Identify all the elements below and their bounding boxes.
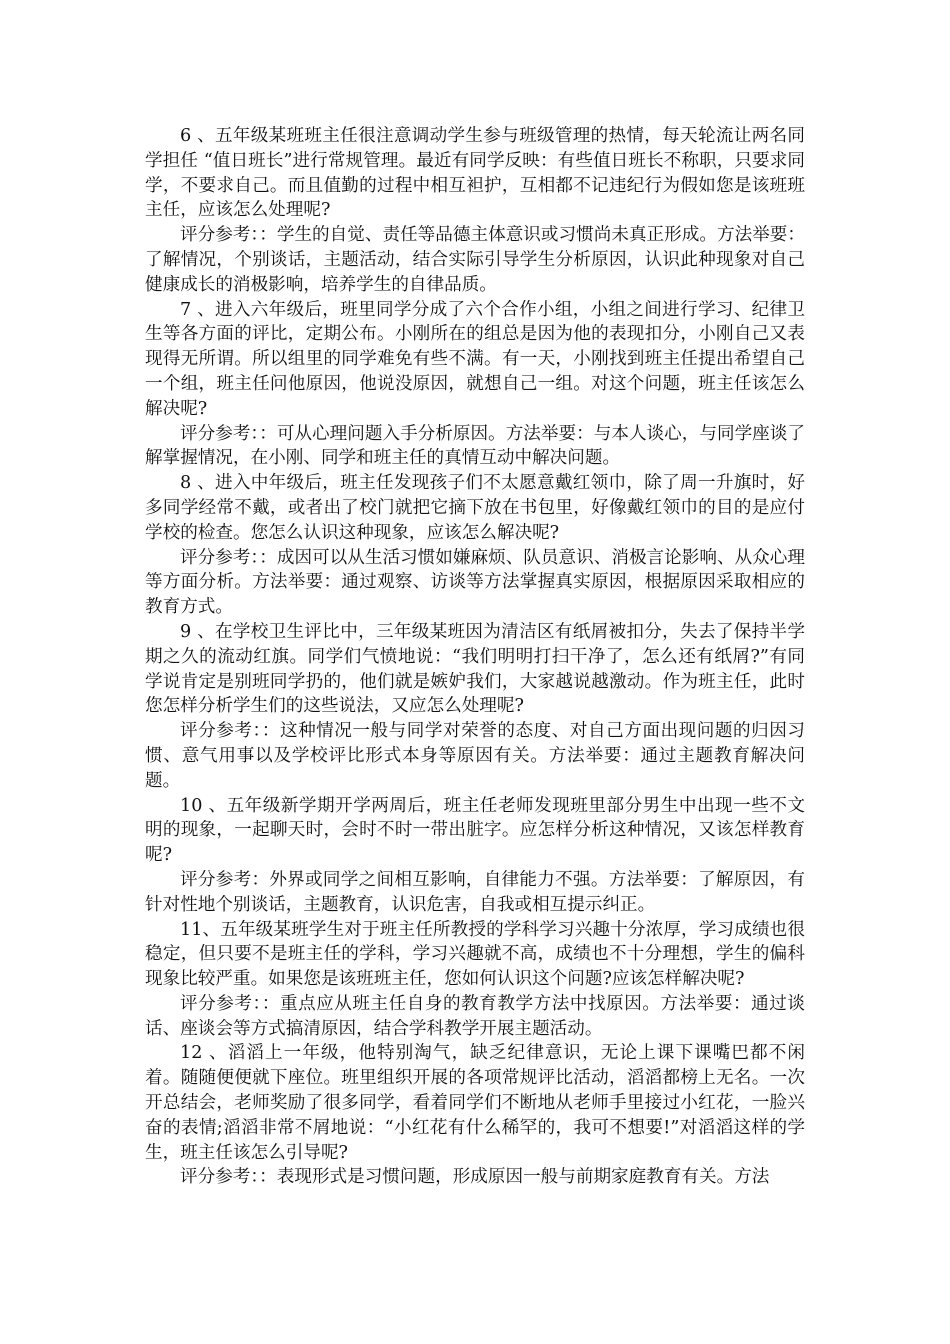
question-7: 7 、进入六年级后，班里同学分成了六个合作小组，小组之间进行学习、纪律卫生等各方面的评比，定期公布。小刚所在的组总是因为他的表现扣分，小刚自己又表现得无所谓。所以组里的同学难免有些不满。有一天，小刚找到班主任提出希望自己一个组，班主任问他原因，他说没原因，就想自己一组。对这个问题，班主任该怎么解决呢? bbox=[145, 299, 805, 419]
answer-11: 评分参考：：重点应从班主任自身的教育教学方法中找原因。方法举要：通过谈话、座谈会等方式搞清原因，结合学科教学开展主题活动。 bbox=[145, 993, 805, 1039]
question-11: 11、五年级某班学生对于班主任所教授的学科学习兴趣十分浓厚，学习成绩也很稳定，但只要不是班主任的学科，学习兴趣就不高，成绩也不十分理想，学生的偏科现象比较严重。如果您是该班班主任，您如何认识这个问题?应该怎样解决呢? bbox=[145, 919, 805, 990]
answer-12: 评分参考：：表现形式是习惯问题，形成原因一般与前期家庭教育有关。方法 bbox=[180, 1167, 770, 1188]
question-9: 9 、在学校卫生评比中，三年级某班因为清洁区有纸屑被扣分，失去了保持半学期之久的流动红旗。同学们气愤地说：“我们明明打扫干净了，怎么还有纸屑?”有同学说肯定是别班同学扔的，他们就是嫉妒我们，大家越说越激动。作为班主任，此时您怎样分析学生们的这些说法，又应怎么处理呢? bbox=[145, 621, 805, 717]
answer-8: 评分参考：：成因可以从生活习惯如嫌麻烦、队员意识、消极言论影响、从众心理等方面分析。方法举要：通过观察、访谈等方法掌握真实原因，根据原因采取相应的教育方式。 bbox=[145, 547, 805, 618]
question-6: 6 、五年级某班班主任很注意调动学生参与班级管理的热情，每天轮流让两名同学担任 “值日班长”进行常规管理。最近有同学反映：有些值日班长不称职，只要求同学，不要求自己。而且值勤的过程中相互袒护，互相都不记违纪行为假如您是该班班主任，应该怎么处理呢? bbox=[145, 126, 805, 221]
document-page bbox=[145, 124, 805, 1190]
question-10: 10 、五年级新学期开学两周后，班主任老师发现班里部分男生中出现一些不文明的现象，一起聊天时，会时不时一带出脏字。应怎样分析这种情况，又该怎样教育呢? bbox=[145, 795, 805, 866]
question-8: 8 、进入中年级后，班主任发现孩子们不太愿意戴红领巾，除了周一升旗时，好多同学经常不戴，或者出了校门就把它摘下放在书包里，好像戴红领巾的目的是应付学校的检查。您怎么认识这种现象，应该怎么解决呢? bbox=[145, 473, 805, 543]
answer-6: 评分参考：：学生的自觉、责任等品德主体意识或习惯尚未真正形成。方法举要：了解情况，个别谈话，主题活动，结合实际引导学生分析原因，认识此种现象对自己健康成长的消极影响，培养学生的自律品质。 bbox=[145, 225, 805, 295]
answer-9: 评分参考：：这种情况一般与同学对荣誉的态度、对自己方面出现问题的归因习惯、意气用事以及学校评比形式本身等原因有关。方法举要：通过主题教育解决问题。 bbox=[145, 721, 805, 791]
answer-7: 评分参考：：可从心理问题入手分析原因。方法举要：与本人谈心，与同学座谈了解掌握情况，在小刚、同学和班主任的真情互动中解决问题。 bbox=[145, 423, 805, 469]
answer-10: 评分参考：外界或同学之间相互影响，自律能力不强。方法举要：了解原因，有针对性地个别谈话，主题教育，认识危害，自我或相互提示纠正。 bbox=[145, 869, 805, 915]
question-12: 12 、滔滔上一年级，他特别淘气，缺乏纪律意识，无论上课下课嘴巴都不闲着。随随便便就下座位。班里组织开展的各项常规评比活动，滔滔都榜上无名。一次开总结会，老师奖励了很多同学，看着同学们不断地从老师手里接过小红花，一脸兴奋的表情;滔滔非常不屑地说：“小红花有什么稀罕的，我可不想要!”对滔滔这样的学生，班主任该怎么引导呢? bbox=[145, 1043, 805, 1163]
